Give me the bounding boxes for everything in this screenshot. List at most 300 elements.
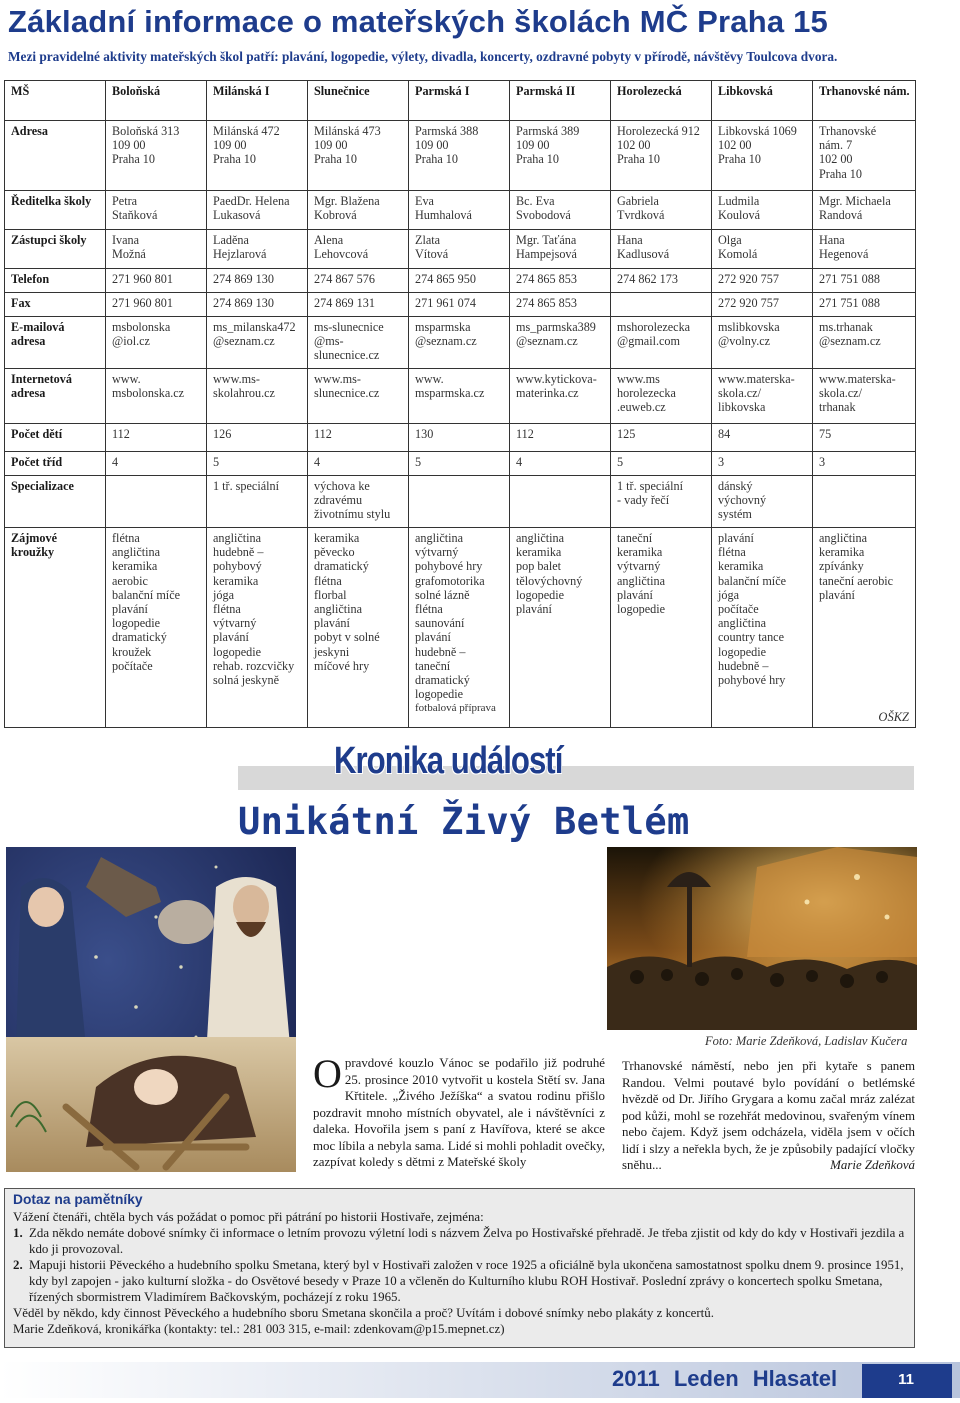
cell-line: 102 00	[617, 138, 651, 153]
cell-line: Bc. Eva	[516, 194, 555, 208]
table-cell	[207, 191, 308, 230]
cell-line: Laděna	[213, 233, 249, 247]
cell-line: keramika	[112, 559, 158, 574]
cell-line: jóga	[718, 587, 739, 602]
table-cell	[308, 528, 409, 728]
table-cell	[611, 293, 712, 317]
cell-line: florbal	[314, 587, 347, 602]
table-cell	[712, 476, 813, 528]
cell-line: keramika	[314, 531, 360, 545]
cell-line: kroužek	[112, 644, 152, 659]
row-label: Fax	[5, 293, 106, 317]
cell-line: 125	[617, 427, 636, 441]
cell-line: @volny.cz	[718, 334, 771, 349]
cell-line: 126	[213, 427, 232, 441]
table-cell	[207, 293, 308, 317]
cell-line: 130	[415, 427, 434, 441]
query-item-text: Zda někdo nemáte dobové snímky či informace o letním provozu výletní lodi s názvem Želva po Hostivařské přehradě. Je třeba zjistit od kdy do kdy v Hostivaři jezdila a kdo ji provozoval.	[29, 1226, 905, 1256]
table-cell	[510, 476, 611, 528]
cell-line: zpívánky	[819, 559, 864, 574]
table-row	[5, 476, 916, 528]
cell-line: flétna	[213, 602, 241, 617]
cell-line: pohybové hry	[415, 559, 483, 574]
query-title: Dotaz na pamětníky	[13, 1192, 143, 1207]
cell-line: dramatický	[314, 559, 369, 574]
cell-line: www.kytickova-	[516, 372, 597, 386]
cell-line: Parmská 389	[516, 124, 580, 138]
cell-line: Praha 10	[718, 152, 761, 167]
header-school: Boloňská	[106, 81, 207, 121]
cell-line: 274 867 576	[314, 272, 375, 286]
header-school: Horolezecká	[611, 81, 712, 121]
table-cell	[207, 424, 308, 452]
table-cell	[308, 369, 409, 424]
table-cell	[409, 269, 510, 293]
cell-line: 271 751 088	[819, 272, 880, 286]
cell-line: Lehovcová	[314, 247, 369, 262]
cell-line: 274 862 173	[617, 272, 678, 286]
table-cell	[409, 230, 510, 269]
cell-line: logopedie	[213, 644, 262, 659]
cell-line: Petra	[112, 194, 138, 208]
cell-line: @seznam.cz	[213, 334, 275, 349]
table-cell	[207, 528, 308, 728]
cell-line: taneční	[415, 658, 451, 673]
footer-title: 2011 Leden Hlasatel	[612, 1366, 838, 1391]
cell-line: Mgr. Taťána	[516, 233, 577, 247]
row-label: Telefon	[5, 269, 106, 293]
table-cell	[308, 121, 409, 191]
table-row	[5, 293, 916, 317]
cell-line: angličtina	[718, 616, 767, 631]
cell-line: jeskyni	[314, 644, 350, 659]
query-item	[13, 1257, 906, 1305]
table-cell	[207, 476, 308, 528]
cell-line: hudebně –	[213, 545, 264, 560]
cell-line: 1 tř. speciální	[213, 479, 279, 493]
table-row	[5, 191, 916, 230]
cell-line: 271 751 088	[819, 296, 880, 310]
cell-line: 102 00	[819, 152, 853, 167]
table-row	[5, 121, 916, 191]
row-label: Internetová adresa	[5, 369, 106, 424]
cell-line: Kobrová	[314, 208, 357, 223]
cell-line: Trhanovské	[819, 124, 877, 138]
cell-line: logopedie	[516, 587, 565, 602]
row-label: Specializace	[5, 476, 106, 528]
cell-line: Praha 10	[516, 152, 559, 167]
table-cell	[813, 528, 916, 728]
table-cell	[712, 317, 813, 369]
table-cell	[409, 452, 510, 476]
cell-line: angličtina	[213, 531, 262, 545]
row-label: Ředitelka školy	[5, 191, 106, 230]
table-cell	[207, 269, 308, 293]
table-cell	[409, 424, 510, 452]
query-item	[13, 1225, 906, 1257]
cell-line: Ludmila	[718, 194, 760, 208]
cell-line: Komolá	[718, 247, 758, 262]
header-school: Slunečnice	[308, 81, 409, 121]
cell-line: country tance	[718, 630, 784, 645]
cell-line: Praha 10	[415, 152, 458, 167]
table-cell	[308, 191, 409, 230]
table-cell	[409, 317, 510, 369]
cell-line: tělovýchovný	[516, 573, 583, 588]
cell-line: 4	[516, 455, 523, 469]
table-cell	[611, 476, 712, 528]
table-cell	[813, 293, 916, 317]
cell-line: angličtina	[819, 531, 868, 545]
cell-line: mslibkovska	[718, 320, 780, 334]
table-row	[5, 528, 916, 728]
row-label: Zástupci školy	[5, 230, 106, 269]
cell-line: angličtina	[112, 545, 161, 560]
cell-line: Alena	[314, 233, 344, 247]
header-school: Milánská I	[207, 81, 308, 121]
cell-line: ms-slunecnice	[314, 320, 384, 334]
table-cell	[712, 528, 813, 728]
cell-line: plavání	[415, 630, 451, 645]
cell-line: @seznam.cz	[516, 334, 578, 349]
table-cell	[409, 476, 510, 528]
cell-line: rehab. rozcvičky	[213, 658, 295, 673]
table-cell	[510, 528, 611, 728]
cell-line: solné lázně	[415, 587, 470, 602]
cell-line: 5	[213, 455, 220, 469]
table-cell	[207, 121, 308, 191]
cell-line: mshorolezecka	[617, 320, 691, 334]
row-label: Adresa	[5, 121, 106, 191]
cell-line: www.materska-	[718, 372, 795, 386]
cell-line: výchovný	[718, 493, 767, 508]
table-cell	[409, 191, 510, 230]
cell-line: zdravému	[314, 493, 363, 508]
table-cell	[106, 230, 207, 269]
table-row	[5, 424, 916, 452]
table-cell	[712, 121, 813, 191]
table-cell	[813, 369, 916, 424]
table-cell	[106, 121, 207, 191]
header-ms: MŠ	[5, 81, 106, 121]
cell-line: 102 00	[718, 138, 752, 153]
table-cell	[510, 369, 611, 424]
cell-line: výtvarný	[415, 545, 459, 560]
cell-line: Hana	[617, 233, 643, 247]
cell-line: msparmska.cz	[415, 386, 485, 401]
cell-line: logopedie	[112, 616, 161, 631]
cell-line: Boloňská 313	[112, 124, 180, 138]
cell-line: životnímu stylu	[314, 507, 391, 522]
cell-line: 84	[718, 427, 731, 441]
table-cell	[106, 424, 207, 452]
table-cell	[106, 452, 207, 476]
cell-line: 1 tř. speciální	[617, 479, 683, 493]
table-cell	[712, 269, 813, 293]
row-label: Počet dětí	[5, 424, 106, 452]
cell-line: jóga	[213, 587, 234, 602]
cell-line: počítače	[718, 602, 759, 617]
cell-line: PaedDr. Helena	[213, 194, 290, 208]
cell-line: výchova ke	[314, 479, 370, 493]
cell-line: pohybový	[213, 559, 262, 574]
cell-line: taneční	[617, 531, 653, 545]
cell-line: 109 00	[516, 138, 550, 153]
article-column-1	[313, 1051, 605, 1171]
cell-line: 274 865 853	[516, 272, 577, 286]
cell-line: skola.cz/	[718, 386, 761, 401]
cell-line: skola.cz/	[819, 386, 862, 401]
header-school: Parmská I	[409, 81, 510, 121]
table-cell	[510, 230, 611, 269]
cell-line: logopedie	[415, 687, 464, 702]
cell-line: Vítová	[415, 247, 449, 262]
row-label: E-mailová adresa	[5, 317, 106, 369]
article-text-1: pravdové kouzlo Vánoc se podařilo již podruhé 25. prosince 2010 vytvořit u kostela Stětí sv. Jana Křtitele. „Živého Ježíška“ a svatou rodinu přišlo pozdravit mnoho místních obyvatel, ale i návštěvníci z daleka. Hovořila jsem s paní z Havířova, které se akce moc líbila a nebyla sama. Lidé si mohli pohladit ovečky, zazpívat koledy s dětmi z Mateřské školy	[313, 1056, 605, 1169]
cell-line: flétna	[415, 602, 443, 617]
cell-line: www.ms-	[213, 372, 260, 386]
cell-line: 75	[819, 427, 832, 441]
cell-line: Tvrdková	[617, 208, 665, 223]
table-cell	[409, 121, 510, 191]
row-label: Počet tříd	[5, 452, 106, 476]
cell-line: plavání	[112, 602, 148, 617]
photo-credit: Foto: Marie Zdeňková, Ladislav Kučera	[705, 1034, 908, 1048]
cell-line: ms_parmska389	[516, 320, 596, 334]
article-text-2: Trhanovské náměstí, nebo jen při kytaře s panem Randou. Velmi poutavé bylo povídání o betlémské hvězdě od Dr. Jiřího Grygara a komu začal mráz zalézat pod kůži, mohl se rozehřát medovinou, svařeným vínem nebo čajem. Když jsem odcházela, viděla jsem v očích lidí i slzy a neřekla bych, že je způsobily padající vločky sněhu...	[622, 1059, 915, 1172]
cell-line: Zlata	[415, 233, 441, 247]
table-author-note: OŠKZ	[878, 709, 909, 724]
cell-line: msbolonska.cz	[112, 386, 185, 401]
cell-line: 271 960 801	[112, 296, 173, 310]
cell-line: flétna	[718, 545, 746, 560]
table-cell	[510, 317, 611, 369]
cell-line: keramika	[718, 559, 764, 574]
cell-line: Randová	[819, 208, 863, 223]
cell-line: plavání	[617, 587, 653, 602]
query-lead: Vážení čtenáři, chtěla bych vás požádat o pomoc při pátrání po historii Hostivaře, zejména:	[13, 1210, 484, 1224]
cell-line: www.	[415, 372, 444, 386]
table-cell	[207, 369, 308, 424]
table-cell	[611, 317, 712, 369]
table-cell	[813, 317, 916, 369]
cell-line: angličtina	[314, 602, 363, 617]
cell-line: Hegenová	[819, 247, 869, 262]
table-cell	[712, 191, 813, 230]
cell-line: Lukasová	[213, 208, 261, 223]
cell-line: plavání	[819, 587, 855, 602]
table-cell	[308, 269, 409, 293]
query-contact: Marie Zdeňková, kronikářka (kontakty: tel.: 281 003 315, e-mail: zdenkovam@p15.mepnet.cz)	[13, 1322, 505, 1336]
header-school: Trhanovské nám.	[813, 81, 916, 121]
cell-line: balanční míče	[718, 573, 787, 588]
cell-line: ms.trhanak	[819, 320, 873, 334]
article-headline: Unikátní Živý Betlém	[238, 800, 690, 843]
cell-line: logopedie	[718, 644, 767, 659]
table-cell	[813, 476, 916, 528]
table-row	[5, 452, 916, 476]
cell-line: 109 00	[415, 138, 449, 153]
cell-line: Olga	[718, 233, 742, 247]
table-header-row	[5, 81, 916, 121]
table-row	[5, 317, 916, 369]
cell-line: 272 920 757	[718, 296, 779, 310]
table-cell	[611, 191, 712, 230]
cell-line: Gabriela	[617, 194, 659, 208]
table-cell	[611, 121, 712, 191]
table-cell	[813, 452, 916, 476]
cell-line: Parmská 388	[415, 124, 479, 138]
table-cell	[510, 191, 611, 230]
cell-line: výtvarný	[213, 616, 257, 631]
cell-line: - vady řečí	[617, 493, 670, 508]
school-info-table	[4, 80, 916, 728]
cell-line: dramatický	[415, 673, 470, 688]
table-cell	[712, 452, 813, 476]
cell-line: plavání	[314, 616, 350, 631]
cell-line: 109 00	[112, 138, 146, 153]
cell-line: pop balet	[516, 559, 562, 574]
cell-line: Praha 10	[819, 166, 862, 181]
cell-line: 272 920 757	[718, 272, 779, 286]
page-number: 11	[898, 1371, 914, 1388]
query-item-number: 2.	[13, 1258, 23, 1272]
cell-line: saunování	[415, 616, 465, 631]
cell-line: www.materska-	[819, 372, 896, 386]
table-cell	[106, 269, 207, 293]
table-cell	[813, 121, 916, 191]
cell-line: 274 869 130	[213, 296, 274, 310]
cell-line: trhanak	[819, 400, 856, 415]
table-cell	[510, 121, 611, 191]
table-cell	[207, 317, 308, 369]
cell-line: 109 00	[314, 138, 348, 153]
table-cell	[106, 293, 207, 317]
cell-line: Libkovská 1069	[718, 124, 797, 138]
cell-line: .euweb.cz	[617, 400, 666, 415]
cell-line: @seznam.cz	[415, 334, 477, 349]
cell-line: angličtina	[516, 531, 565, 545]
query-box	[4, 1188, 915, 1348]
cell-line: keramika	[213, 573, 259, 588]
cell-line: Hejzlarová	[213, 247, 267, 262]
cell-line: aerobic	[112, 573, 148, 588]
cell-line: 4	[112, 455, 119, 469]
table-cell	[712, 230, 813, 269]
table-cell	[308, 317, 409, 369]
cell-line: 5	[415, 455, 422, 469]
cell-line: ms_milanska472	[213, 320, 296, 334]
cell-line: Eva	[415, 194, 434, 208]
page-title: Základní informace o mateřských školách MČ Praha 15	[8, 4, 828, 39]
cell-line: Praha 10	[213, 152, 256, 167]
cell-line: skolahrou.cz	[213, 386, 275, 401]
table-cell	[611, 369, 712, 424]
cell-line: Kadlusová	[617, 247, 670, 262]
cell-line: 112	[112, 427, 130, 441]
cell-line: @gmail.com	[617, 334, 681, 349]
cell-line: angličtina	[415, 531, 464, 545]
cell-line: 271 960 801	[112, 272, 173, 286]
cell-line: hudebně –	[718, 658, 769, 673]
article-byline: Marie Zdeňková	[830, 1158, 915, 1172]
cell-line: systém	[718, 507, 752, 522]
cell-line: 274 865 853	[516, 296, 577, 310]
cell-line: Horolezecká 912	[617, 124, 700, 138]
row-label: Zájmové kroužky	[5, 528, 106, 728]
header-school: Libkovská	[712, 81, 813, 121]
cell-line: logopedie	[617, 602, 666, 617]
table-cell	[813, 269, 916, 293]
cell-line: angličtina	[617, 573, 666, 588]
table-cell	[106, 476, 207, 528]
table-row	[5, 230, 916, 269]
table-row	[5, 269, 916, 293]
cell-line: slunecnice.cz	[314, 348, 380, 363]
cell-line: počítače	[112, 658, 153, 673]
cell-line: solná jeskyně	[213, 673, 280, 688]
table-cell	[611, 528, 712, 728]
cell-line: slunecnice.cz	[314, 386, 380, 401]
section-heading: Kronika událostí	[334, 740, 563, 782]
cell-line: Koulová	[718, 208, 760, 223]
cell-line: Staňková	[112, 208, 158, 223]
cell-line: keramika	[617, 545, 663, 560]
cell-line: msbolonska	[112, 320, 171, 334]
cell-line: @iol.cz	[112, 334, 150, 349]
cell-line: keramika	[516, 545, 562, 560]
cell-line: www.	[112, 372, 141, 386]
cell-line: Praha 10	[314, 152, 357, 167]
table-cell	[712, 369, 813, 424]
cell-line: Praha 10	[112, 152, 155, 167]
cell-line: Mgr. Michaela	[819, 194, 891, 208]
cell-line: Milánská 472	[213, 124, 280, 138]
cell-line: 3	[718, 455, 725, 469]
table-cell	[611, 269, 712, 293]
cell-line: plavání	[213, 630, 249, 645]
cell-line: @ms-	[314, 334, 344, 349]
cell-line: msparmska	[415, 320, 471, 334]
cell-line: flétna	[314, 573, 342, 588]
cell-line: fotbalová příprava	[415, 702, 496, 715]
table-cell	[611, 452, 712, 476]
cell-line: dánský	[718, 479, 753, 493]
cell-line: Možná	[112, 247, 146, 262]
table-cell	[611, 424, 712, 452]
query-item-text: Mapuji historii Pěveckého a hudebního spolku Smetana, který byl v Hostivaři založen v roce 1925 a oficiálně byla ukončena samostatnost spolku dnem 9. prosince 1951, kdy byl zapojen - jako kulturní složka - do Osvětové besedy v Praze 10 a včleněn do Kulturního klubu ROH Hostivař. Poslední zprávy o koncertech spolku Smetana, řízených sbormistrem Vladimírem Bačkovským, pocházejí z roku 1965.	[29, 1258, 904, 1304]
cell-line: plavání	[516, 602, 552, 617]
cell-line: materinka.cz	[516, 386, 579, 401]
cell-line: @seznam.cz	[819, 334, 881, 349]
cell-line: balanční míče	[112, 587, 181, 602]
cell-line: 271 961 074	[415, 296, 476, 310]
cell-line: pobyt v solné	[314, 630, 380, 645]
table-cell	[308, 230, 409, 269]
intro-text: Mezi pravidelné aktivity mateřských škol patří: plavání, logopedie, výlety, divadla, koncerty, ozdravné pobyty v přírodě, návštěvy Toulcova dvora.	[8, 49, 838, 64]
cell-line: Hampejsová	[516, 247, 577, 262]
cell-line: 4	[314, 455, 321, 469]
cell-line: www.ms	[617, 372, 660, 386]
table-cell	[813, 191, 916, 230]
cell-line: 274 869 130	[213, 272, 274, 286]
cell-line: míčové hry	[314, 658, 370, 673]
table-cell	[611, 230, 712, 269]
cell-line: 112	[314, 427, 332, 441]
table-cell	[510, 293, 611, 317]
table-cell	[308, 476, 409, 528]
cell-line: keramika	[819, 545, 865, 560]
